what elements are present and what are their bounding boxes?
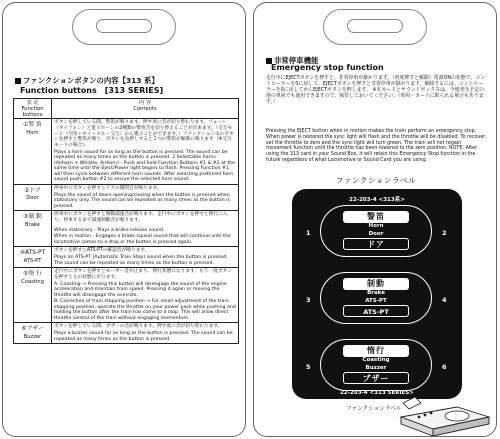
emergency-card (253, 2, 497, 437)
pill-buzzer-en: Buzzer (365, 365, 387, 371)
pill-door-en: Door (368, 231, 384, 237)
box-button (424, 414, 427, 417)
function-table (13, 98, 239, 344)
function-heading-en: Function buttons [313 SERIES] (20, 86, 164, 95)
row-num: ① (23, 122, 29, 128)
row-contents (52, 211, 239, 247)
row-text-jp: ボタンを押している間、ブザーの音が鳴ります。押す度に音が切り替わります。 (54, 324, 223, 330)
pill-brake-en: Brake (367, 290, 385, 296)
pill-ats-en: ATS-PT (365, 298, 387, 304)
function-heading-jp: ファンクションボタンの内容【313 系】 (15, 75, 159, 86)
sound-box-illustration (399, 395, 491, 437)
emergency-text-jp: 走行中にEJECTボタンを押すと、非常停車が掛かります。（再度押すと解除）電源ONの状態で、コントローラーを0に戻して、EJECTボタンを押すと非常停車が掛かります。解除するには、コントローラーを0に戻してからEJECTボタンを押します。 ※本カードとサウンドボックスは、今後発売予定の他の車両でも使用できますので、保管しておいてください。（車両・カードに限られる場合もあります。） (266, 75, 486, 105)
pill-coasting-en: Coasting (362, 357, 390, 363)
row-text-en: Plays a horn sound for as long as the button is pressed. The sound can be repeated as many times as the button is pressed. 2 Selectable horns (Airhorn + Whistle, Airhorn) - Push and hold Function Buttons #1 & #2 at the same time until the Eject/Power light begins to flash. Pressing Function #1 will then cycle between different horn sounds. After selecting preferred horn sound push button #2 to secure the selected horn sound. (54, 149, 236, 183)
pill-ats: ATS-PT (343, 305, 409, 317)
row-contents (52, 323, 239, 344)
row-num: ③ (23, 214, 29, 221)
button-number-4: 4 (442, 296, 447, 304)
label-ring-1-2 (320, 205, 432, 257)
function-label-title: ファンクションラベル (335, 176, 417, 185)
col-header-contents (52, 99, 239, 119)
hang-hole (347, 19, 403, 33)
row-label-jp: 制 動 (28, 214, 42, 221)
row-text-jp: 走行中にボタンを押すとモーター音が止まり、惰行状態になります。もう一度ボタンを押すと元の状態に戻ります。 (54, 269, 232, 280)
speaker-grille (445, 411, 469, 421)
col1-en: Function buttons (21, 105, 44, 118)
heading-square-icon (15, 78, 21, 84)
row-contents (52, 184, 239, 210)
row-text-en-b: B. Correction of train stopping position → For small adjustment of the train stopping position, operate the throttle on your power pack while pushing and holding the button after the train has come to a stop. This will allow direct throttle control of the train without engaging momentum. (54, 299, 236, 321)
row-text-en-b: When in motion - Engages a brake squeal sound that will continue until the locomotive comes to a stop or the button is pressed again. (54, 234, 231, 245)
row-text-en: Plays an ATS-PT (Automatic Train Stop) sound when the button is pressed. The sound can be repeated as many times as the button is pressed. (54, 255, 228, 266)
row-text-jp: ボタンを押すとATS-PTの確認音が鳴ります。 (54, 248, 150, 254)
table-row-ats (14, 247, 239, 268)
row-label-jp: ドア (29, 187, 41, 194)
row-label-en: Buzzer (23, 333, 42, 340)
label-card-icon (403, 397, 421, 409)
row-label (14, 323, 52, 344)
pill-door: ドア (343, 238, 409, 250)
label-code-top: 22-203-4 <313系> (349, 197, 405, 203)
pill-brake: 制動 (343, 278, 409, 290)
col1-jp: 表 記 (26, 99, 39, 106)
pill-coasting: 惰行 (343, 345, 409, 357)
row-contents (52, 268, 239, 323)
label-ring-5-6 (320, 339, 432, 391)
row-text-en-a: A. Coasting → Pressing this button will disengage the sound of the engine acceleration and maintain train speed. Pressing it again or moving the throttle will disengage the override. (54, 281, 227, 298)
function-card (2, 2, 246, 437)
row-label-jp: ATS-PT (25, 250, 46, 257)
button-number-6: 6 (442, 363, 447, 371)
table-row-coasting (14, 268, 239, 323)
table-row-buzzer (14, 323, 239, 344)
row-label-en: Horn (26, 129, 39, 136)
col2-en: Contents (133, 105, 157, 112)
hang-hole (96, 19, 152, 33)
row-num: ④ (19, 250, 26, 257)
col-header-function (14, 99, 52, 119)
col2-jp: 内 容 (138, 99, 152, 106)
row-label-en: Brake (25, 221, 40, 228)
row-label-en: Door (26, 195, 39, 202)
row-num: ⑤ (23, 271, 29, 278)
row-contents (52, 247, 239, 268)
button-number-3: 3 (306, 296, 311, 304)
row-label-jp: 警 笛 (28, 122, 42, 128)
row-text-jp: 停車中にボタンを押すと制動減速音が鳴ります。走行中にボタンを押すと惰行に入り、停車するまで減速制動音が鳴ります。 (54, 212, 228, 224)
row-text-jp: 停車中にボタンを押すとドアの開閉音が鳴ります。 (54, 185, 162, 191)
table-header (14, 99, 239, 119)
row-label (14, 211, 52, 247)
row-label (14, 268, 52, 323)
row-contents (52, 119, 239, 185)
row-label-jp: 惰 行 (28, 271, 42, 278)
table-row-brake (14, 211, 239, 247)
row-text-en-a: When stationary - Plays a brake release sound. (54, 227, 165, 233)
row-label (14, 247, 52, 268)
row-label-en: Coasting (21, 278, 44, 285)
row-label (14, 184, 52, 210)
pill-buzzer: ブザー (343, 372, 409, 384)
row-label-jp: ブザー (26, 326, 44, 333)
label-ring-3-4 (320, 272, 432, 324)
pill-horn-en: Horn (368, 223, 384, 229)
pill-horn: 警笛 (343, 211, 409, 223)
label-code-bottom: 22-203-4 <313 SERIES> (340, 390, 414, 396)
row-num: ② (24, 187, 30, 194)
row-text-jp: ボタンを押している間、警笛が鳴ります。押す度に音が切り替わります。フォーン（タイフォン）と電子ホーンの2種類の警笛音を切り替えることが出来ます。（交互モード（空笛＋ホイッスル・交互）から選ぶことができます。）ファンクション①のボタンを押すと警笛が鳴り、ボタンを長押しすると２つの警笛が順番に鳴ります（※交互モードの場合）。 (54, 120, 234, 149)
box-button (418, 416, 421, 419)
row-label (14, 119, 52, 185)
emergency-heading-en: Emergency stop function (271, 63, 384, 72)
button-number-2: 2 (442, 229, 447, 237)
table-row-door (14, 184, 239, 210)
label-callout-text: ファンクションラベル (346, 406, 402, 412)
row-text-en: Plays the sound of doors opening/closing when the button is pressed when stationary only. The sound can be repeated as many times as the button is pressed. (54, 192, 230, 209)
row-label-en: ATS-PT (23, 257, 42, 264)
row-text-en: Plays a buzzer sound for as long as the button is pressed. The sound can be repeated as many times as the button is pressed. (54, 331, 233, 342)
button-number-1: 1 (306, 229, 311, 237)
row-num: ⑥ (21, 326, 27, 333)
emergency-text-en: Pressing the EJECT button when in motion makes the train perform an emergency stop. When power is restored the sync light will flash and the throttle will be disabled. To recover, set the throttle to zero and the sync light will turn green. The train will not regain movement function until the throttle has been lowered to the zero position. NOTE: After using the 313 card in your Sound Box, it will retain this Emergency Stop function in the future regardless of what Locomotive or Sound Card you are using. (266, 129, 487, 163)
function-label-plate (292, 189, 462, 399)
box-button (430, 412, 433, 415)
table-row-horn (14, 119, 239, 185)
button-number-5: 5 (306, 363, 311, 371)
emergency-heading-jp: 非常停車機能 (266, 55, 318, 66)
